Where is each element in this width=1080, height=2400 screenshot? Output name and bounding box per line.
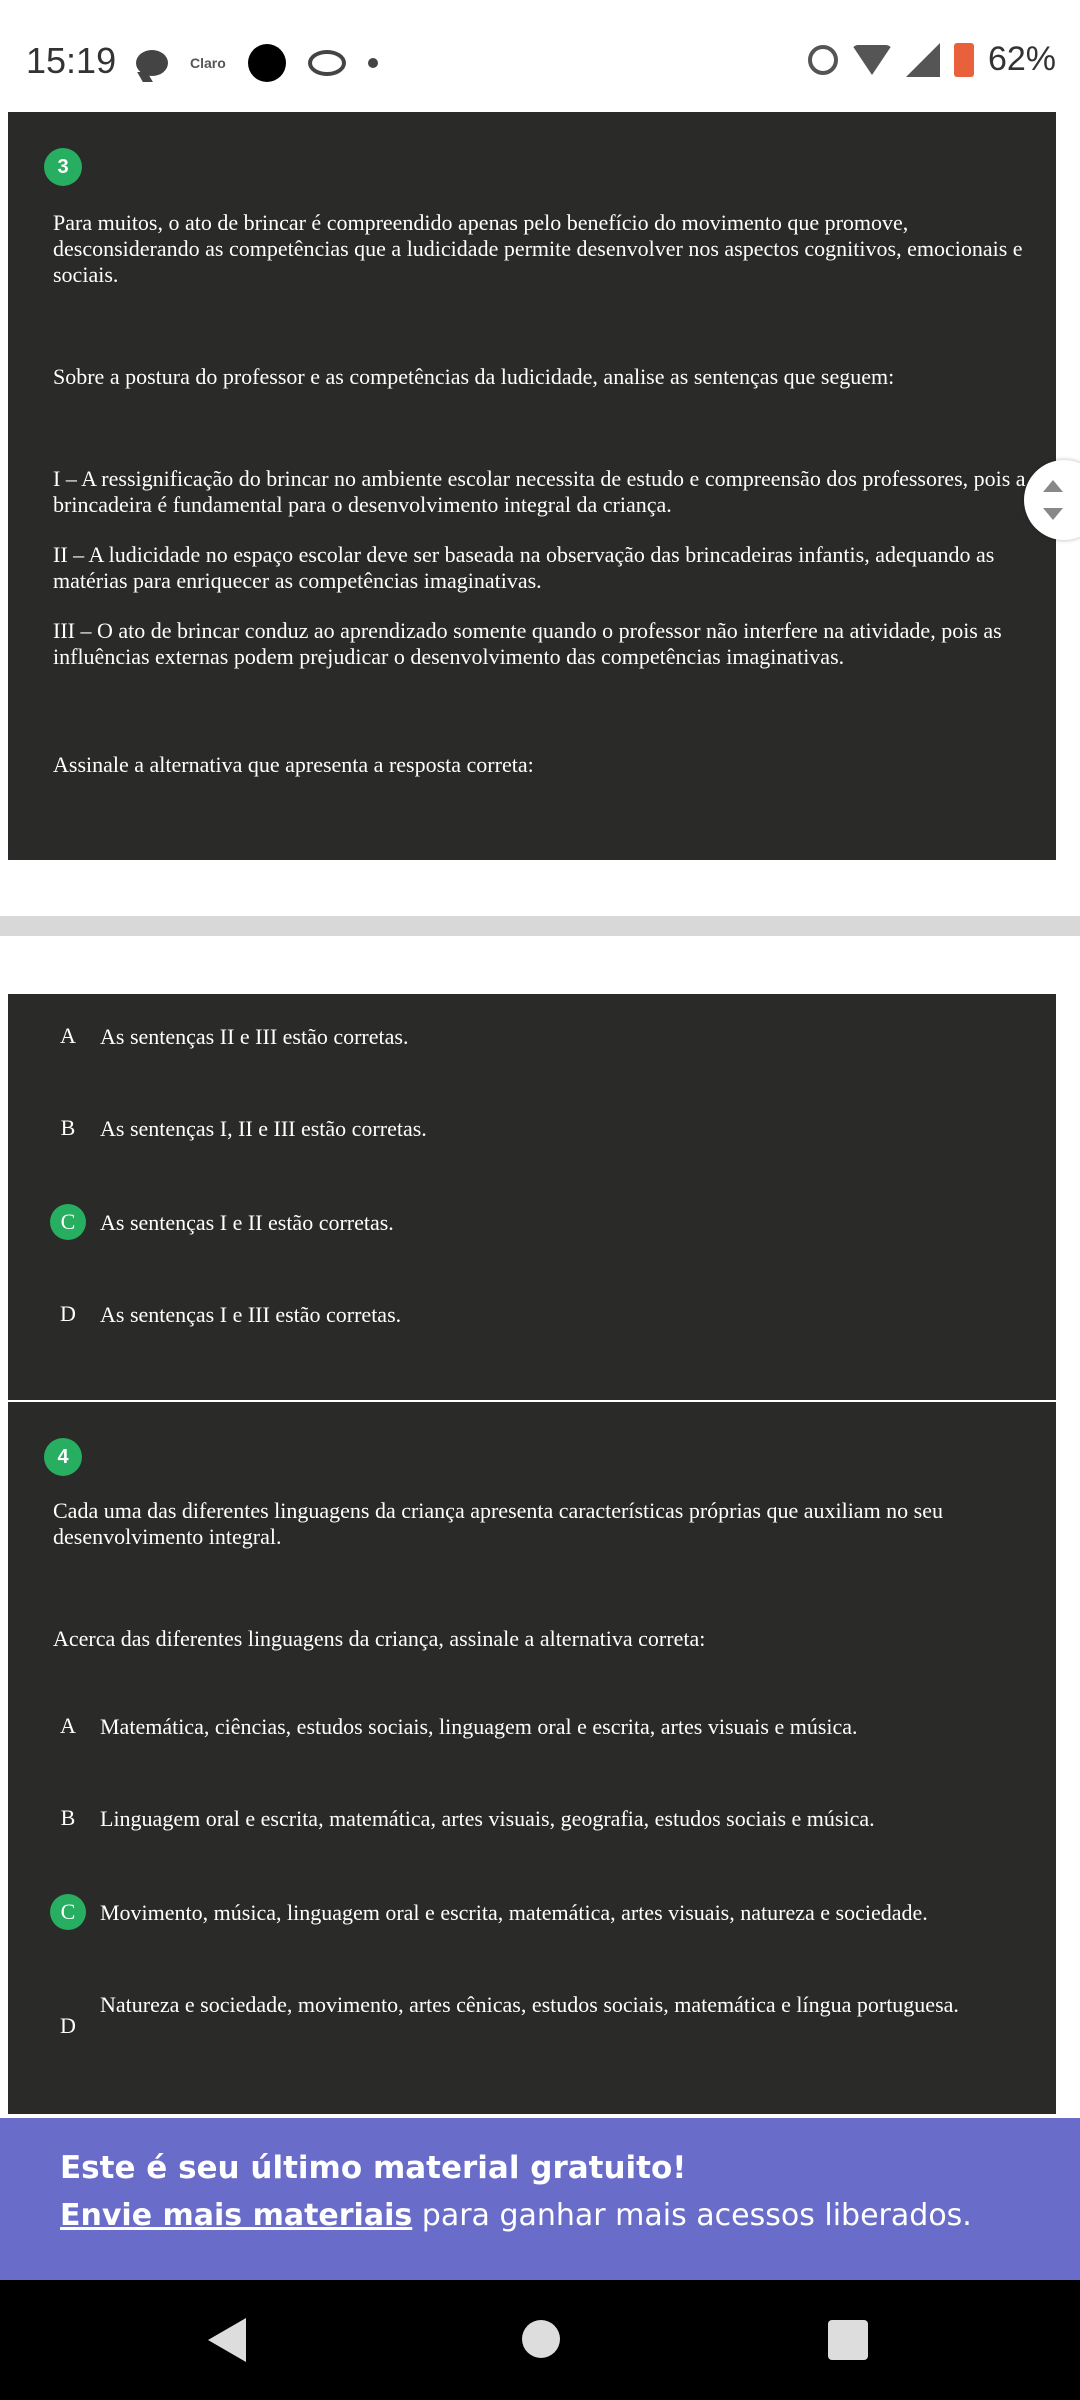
home-icon[interactable] [522,2320,560,2358]
option-letter: A [60,1023,76,1048]
option-c-selected[interactable] [8,1198,1056,1258]
option-letter: D [60,2013,76,2038]
status-time: 15:19 [26,40,117,81]
system-navigation-bar [0,2280,1080,2400]
option-text: Natureza e sociedade, movimento, artes cênicas, estudos sociais, matemática e língua portuguesa. [100,1992,959,2017]
option-letter-selected: C [50,1204,86,1240]
statement-1: I – A ressignificação do brincar no ambiente escolar necessita de estudo e compreensão dos professores, pois a brincadeira é fundamental para o desenvolvimento integral da criança. [53,466,1026,517]
option-text: As sentenças I e II estão corretas. [100,1210,394,1235]
option-letter: B [60,1115,76,1140]
question-3-options-card [8,994,1056,1400]
question-4-card [8,1402,1056,2114]
wifi-icon [852,45,892,75]
option-letter-selected: C [50,1894,86,1930]
send-materials-link[interactable]: Envie mais materiais [60,2198,413,2233]
option-text: As sentenças I e III estão corretas. [100,1302,402,1327]
option-c-selected[interactable] [8,1888,1056,1948]
option-a[interactable] [8,1702,1056,1762]
option-text: Linguagem oral e escrita, matemática, artes visuais, geografia, estudos sociais e música. [100,1806,875,1831]
app-notification-icon [248,44,286,82]
statement-3: III – O ato de brincar conduz ao aprendizado somente quando o professor não interfere na atividade, pois as influências externas podem prejudicar o desenvolvimento das competências imaginativas. [53,618,1002,669]
statement-2: II – A ludicidade no espaço escolar deve ser baseada na observação das brincadeiras infantis, adequando as matérias para enriquecer as competências imaginativas. [53,542,995,593]
banner-title: Este é seu último material gratuito! [60,2150,687,2186]
question-number-badge: 4 [44,1438,82,1476]
banner-rest-text: para ganhar mais acessos liberados. [412,2198,972,2233]
option-text: As sentenças II e III estão corretas. [100,1024,409,1049]
promo-banner [0,2118,1080,2280]
option-b[interactable] [8,1104,1056,1164]
option-text: Matemática, ciências, estudos sociais, linguagem oral e escrita, artes visuais e música. [100,1714,858,1739]
option-text: Movimento, música, linguagem oral e escrita, matemática, artes visuais, natureza e sociedade. [100,1900,928,1925]
recent-apps-icon[interactable] [828,2320,868,2360]
option-letter: B [60,1805,76,1830]
battery-percent: 62% [987,40,1056,78]
question-prompt: Acerca das diferentes linguagens da criança, assinale a alternativa correta: [53,1626,706,1651]
cloud-icon [308,50,346,76]
status-bar [0,0,1080,110]
scroll-down-icon[interactable] [1043,508,1063,520]
battery-icon [954,43,974,77]
option-b[interactable] [8,1794,1056,1854]
banner-message [60,2198,972,2233]
alarm-icon [808,45,838,75]
option-a[interactable] [8,1012,1056,1072]
question-intro: Para muitos, o ato de brincar é compreendido apenas pelo benefício do movimento que promove, desconsiderando as competências que a ludicidade permite desenvolver nos aspectos cognitivos, emocionais e sociais. [53,210,1023,287]
option-d[interactable] [8,1290,1056,1350]
option-d[interactable] [8,1984,1056,2068]
back-icon[interactable] [208,2318,246,2362]
scroll-up-icon[interactable] [1043,480,1063,492]
notification-icons [136,44,378,82]
option-letter: D [60,1301,76,1326]
question-intro: Cada uma das diferentes linguagens da criança apresenta características próprias que auxiliam no seu desenvolvimento integral. [53,1498,944,1549]
section-divider [0,916,1080,936]
question-instruction: Assinale a alternativa que apresenta a resposta correta: [53,752,534,777]
question-number-badge: 3 [44,148,82,186]
carrier-label: Claro [190,55,226,71]
chat-notification-icon [136,50,168,76]
signal-icon [906,43,940,77]
option-letter: A [60,1713,76,1738]
question-prompt: Sobre a postura do professor e as competências da ludicidade, analise as sentenças que seguem: [53,364,895,389]
system-icons [808,40,1056,79]
question-3-card [8,112,1056,860]
option-text: As sentenças I, II e III estão corretas. [100,1116,427,1141]
more-notifications-icon [368,58,378,68]
